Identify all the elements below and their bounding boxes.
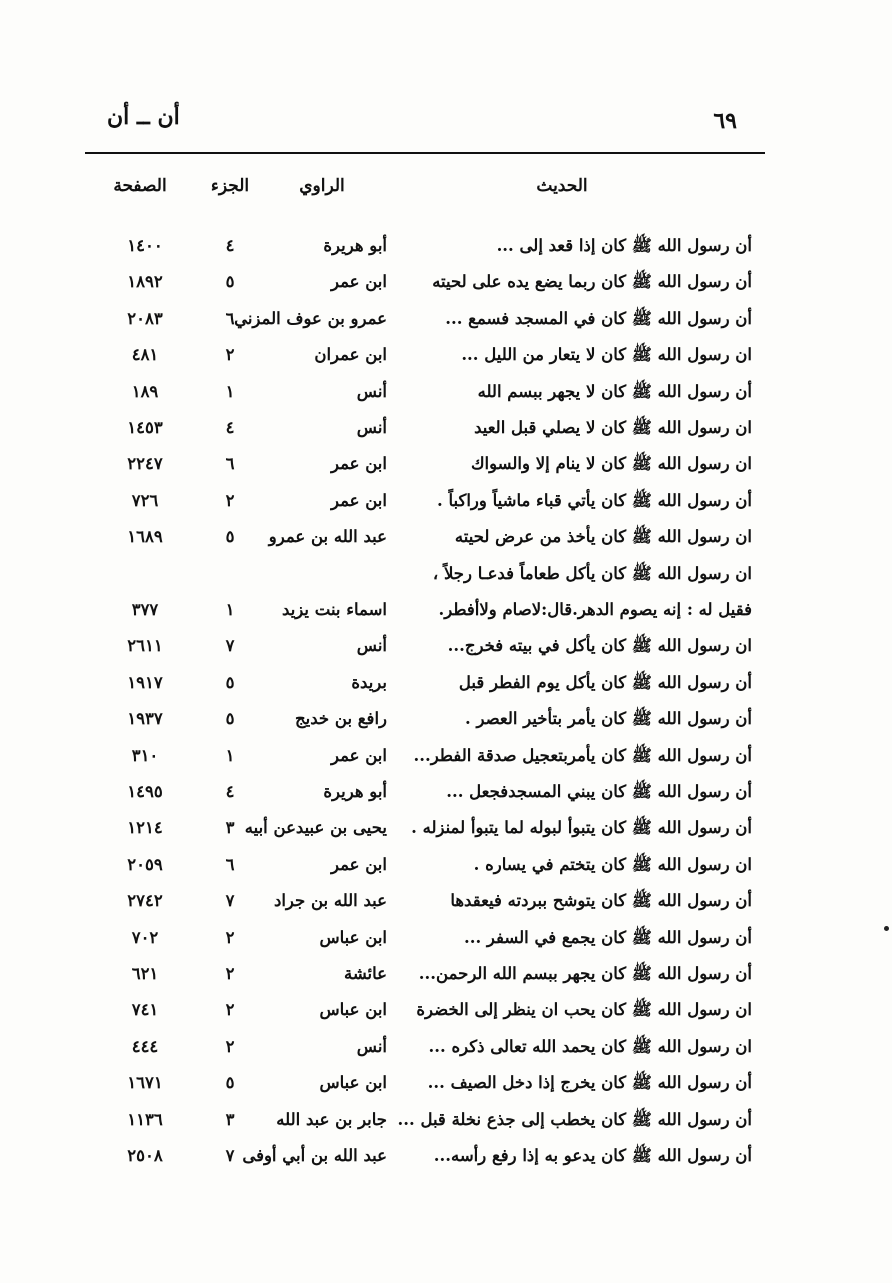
volume-number: ٢ (225, 1000, 235, 1020)
volume-number: ٣ (225, 818, 235, 838)
page-reference: ٦٢١ (131, 964, 159, 983)
hadith-text: أن رسول الله ﷺ كان يدعو به إذا رفع رأسه... (433, 1146, 752, 1165)
table-row (0, 742, 892, 776)
table-row (0, 1069, 892, 1103)
hadith-text: فقيل له : إنه يصوم الدهر.قال:لاصام ولاأفطر. (438, 600, 752, 619)
narrator-name: أنس (356, 381, 387, 401)
hadith-text: ان رسول الله ﷺ كان يحب ان ينظر إلى الخضرة (416, 1000, 752, 1020)
table-row (0, 305, 892, 339)
table-row (0, 487, 892, 521)
volume-number: ٦ (225, 454, 235, 474)
narrator-name: أنس (356, 1036, 387, 1056)
page-reference: ١٤٠٠ (127, 236, 163, 255)
narrator-name: جابر بن عبد الله (276, 1109, 387, 1129)
table-row (0, 851, 892, 885)
hadith-text: أن رسول الله ﷺ كان يجمع في السفر ... (463, 927, 752, 947)
column-header-narrator: الراوي (299, 176, 345, 196)
hadith-text: أن رسول الله ﷺ كان يخطب إلى جذع نخلة قبل ... (397, 1109, 752, 1129)
table-row (0, 523, 892, 557)
page-reference: ١١٣٦ (127, 1109, 163, 1129)
narrator-name: عبد الله بن عمرو (268, 527, 387, 547)
column-header-hadith: الحديث (536, 176, 588, 196)
volume-number: ٥ (225, 1073, 235, 1093)
page-reference: ١٩٣٧ (127, 709, 163, 729)
page-reference: ١٨٩ (131, 381, 159, 401)
margin-mark (884, 926, 889, 931)
volume-number: ٥ (225, 272, 235, 292)
hadith-text: أن رسول الله ﷺ كان يبني المسجدفجعل ... (446, 782, 752, 801)
narrator-name: رافع بن خديج (295, 709, 387, 729)
narrator-name: يحيى بن عبيدعن أبيه (244, 818, 387, 838)
table-row (0, 887, 892, 921)
table-row (0, 268, 892, 302)
page-reference: ٢٠٥٩ (127, 854, 163, 874)
page-reference: ٧٢٦ (131, 490, 159, 510)
column-header-page: الصفحة (113, 176, 167, 196)
narrator-name: أنس (356, 636, 387, 656)
table-row (0, 378, 892, 412)
hadith-text: أن رسول الله ﷺ كان يأكل يوم الفطر قبل (458, 672, 752, 692)
page-reference: ٤٤٤ (131, 1036, 159, 1056)
running-head (85, 98, 765, 138)
table-row (0, 596, 892, 630)
page-reference: ١٦٨٩ (127, 527, 163, 547)
hadith-text: أن رسول الله ﷺ كان يتوشح ببردته فيعقدها (450, 891, 752, 911)
page-reference: ٢٠٨٣ (127, 308, 163, 328)
table-row (0, 996, 892, 1030)
header-rule (85, 152, 765, 154)
hadith-text: أن رسول الله ﷺ كان يتبوأ لبوله لما يتبوأ لمنزله . (411, 818, 752, 838)
narrator-name: أبو هريرة (323, 782, 387, 801)
volume-number: ٥ (225, 672, 235, 692)
table-row (0, 814, 892, 848)
page-reference: ١٩١٧ (127, 672, 163, 692)
volume-number: ٢ (225, 964, 235, 983)
volume-number: ٧ (225, 891, 235, 911)
page-reference: ٧٠٢ (131, 927, 159, 947)
hadith-text: أن رسول الله ﷺ كان يأتي قباء ماشياً وراكباً . (437, 490, 752, 510)
volume-number: ٢ (225, 927, 235, 947)
hadith-text: أن رسول الله ﷺ كان إذا قعد إلى ... (496, 236, 752, 255)
page-reference: ٤٨١ (131, 345, 159, 365)
narrator-name: عائشة (343, 964, 387, 983)
table-row (0, 414, 892, 448)
volume-number: ٧ (225, 1146, 235, 1165)
page-reference: ١٤٩٥ (127, 782, 163, 801)
volume-number: ٤ (225, 236, 235, 255)
page-reference: ١٦٧١ (127, 1073, 163, 1093)
volume-number: ٥ (225, 709, 235, 729)
volume-number: ١ (225, 381, 235, 401)
volume-number: ٢ (225, 1036, 235, 1056)
volume-number: ٥ (225, 527, 235, 547)
volume-number: ٤ (225, 418, 235, 437)
narrator-name: ابن عباس (319, 1073, 387, 1093)
table-row (0, 669, 892, 703)
hadith-text: ان رسول الله ﷺ كان يأخذ من عرض لحيته (454, 527, 752, 547)
page-reference: ٣٧٧ (131, 600, 159, 619)
table-row (0, 778, 892, 812)
narrator-name: ابن عباس (319, 927, 387, 947)
page-reference: ٣١٠ (131, 745, 159, 765)
hadith-text: ان رسول الله ﷺ كان لا ينام إلا والسواك (470, 454, 752, 474)
table-row (0, 705, 892, 739)
hadith-text: أن رسول الله ﷺ كان في المسجد فسمع ... (445, 308, 752, 328)
page-reference: ٢٢٤٧ (127, 454, 163, 474)
narrator-name: ابن عمر (331, 272, 387, 292)
narrator-name: ابن عباس (319, 1000, 387, 1020)
section-label: أن ــ أن (107, 104, 180, 130)
table-row (0, 1106, 892, 1140)
table-row (0, 960, 892, 994)
narrator-name: عبد الله بن أبي أوفى (242, 1146, 387, 1165)
column-headers (0, 176, 892, 206)
page-reference: ١٨٩٢ (127, 272, 163, 292)
table-row (0, 341, 892, 375)
hadith-text: ان رسول الله ﷺ كان لا يتعار من الليل ... (461, 345, 752, 365)
narrator-name: ابن عمر (331, 745, 387, 765)
table-row (0, 232, 892, 266)
hadith-text: أن رسول الله ﷺ كان يخرج إذا دخل الصيف ... (427, 1073, 752, 1093)
narrator-name: عمرو بن عوف المزني (234, 308, 387, 328)
table-row (0, 450, 892, 484)
volume-number: ٧ (225, 636, 235, 656)
table-row (0, 560, 892, 594)
volume-number: ١ (225, 745, 235, 765)
volume-number: ٢ (225, 490, 235, 510)
page-reference: ٢٥٠٨ (127, 1146, 163, 1165)
hadith-text: أن رسول الله ﷺ كان ربما يضع يده على لحيته (432, 272, 752, 292)
page-number: ٦٩ (713, 108, 737, 134)
hadith-text: ان رسول الله ﷺ كان يتختم في يساره . (473, 854, 752, 874)
hadith-text: أن رسول الله ﷺ كان يأمر بتأخير العصر . (465, 709, 752, 729)
volume-number: ٣ (225, 1109, 235, 1129)
narrator-name: أبو هريرة (323, 236, 387, 255)
page-reference: ٧٤١ (131, 1000, 159, 1020)
page-reference: ١٢١٤ (127, 818, 163, 838)
narrator-name: ابن عمر (331, 454, 387, 474)
table-row (0, 924, 892, 958)
narrator-name: عبد الله بن جراد (273, 891, 387, 911)
volume-number: ١ (225, 600, 235, 619)
volume-number: ٦ (225, 308, 235, 328)
page-reference: ٢٧٤٢ (127, 891, 163, 911)
page-reference: ١٤٥٣ (127, 418, 163, 437)
volume-number: ٢ (225, 345, 235, 365)
narrator-name: بريدة (351, 672, 387, 692)
narrator-name: ابن عمر (331, 490, 387, 510)
column-header-juz: الجزء (210, 176, 250, 196)
volume-number: ٦ (225, 854, 235, 874)
narrator-name: ابن عمران (314, 345, 387, 365)
hadith-text: ان رسول الله ﷺ كان يأكل في بيته فخرج... (447, 636, 752, 656)
hadith-text: ان رسول الله ﷺ كان يحمد الله تعالى ذكره ... (428, 1036, 752, 1056)
hadith-text: ان رسول الله ﷺ كان لا يصلي قبل العيد (474, 418, 752, 437)
table-row (0, 632, 892, 666)
hadith-text: أن رسول الله ﷺ كان لا يجهر ببسم الله (477, 381, 752, 401)
narrator-name: ابن عمر (331, 854, 387, 874)
hadith-text: أن رسول الله ﷺ كان يأمربتعجيل صدقة الفطر... (413, 745, 752, 765)
narrator-name: اسماء بنت يزيد (282, 600, 387, 619)
narrator-name: أنس (356, 418, 387, 437)
hadith-text: أن رسول الله ﷺ كان يجهر ببسم الله الرحمن... (418, 964, 752, 983)
volume-number: ٤ (225, 782, 235, 801)
hadith-text: ان رسول الله ﷺ كان يأكل طعاماً فدعـا رجلاً ، (432, 563, 752, 583)
table-row (0, 1142, 892, 1176)
page-reference: ٢٦١١ (127, 636, 163, 656)
table-row (0, 1033, 892, 1067)
